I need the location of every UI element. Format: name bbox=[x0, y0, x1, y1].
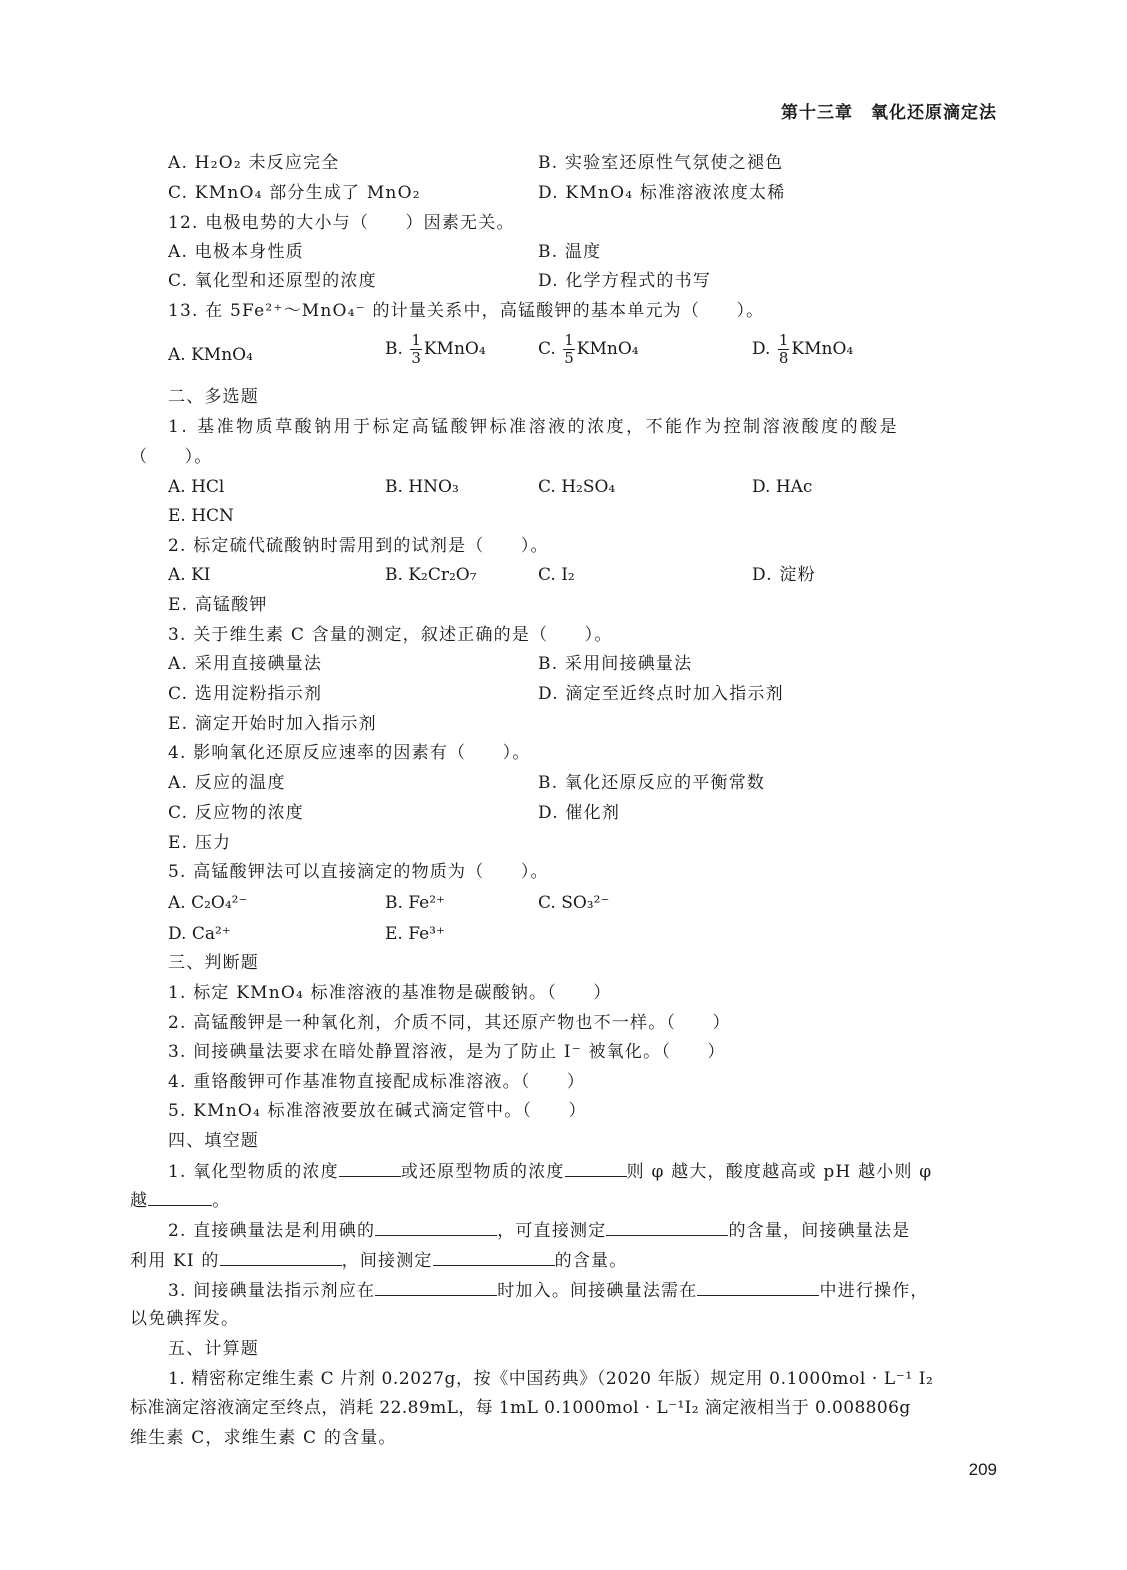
m4-option-e: E. 压力 bbox=[168, 833, 232, 853]
answer-blank[interactable] bbox=[565, 1160, 627, 1177]
text: 越 bbox=[130, 1191, 149, 1211]
m1-option-d: D. HAc bbox=[752, 477, 813, 497]
q12-option-b: B. 温度 bbox=[538, 242, 602, 262]
fraction bbox=[410, 332, 422, 367]
answer-blank[interactable] bbox=[220, 1249, 342, 1266]
m1-stem-line2: （ ）。 bbox=[130, 447, 213, 467]
m5-option-e: E. Fe³⁺ bbox=[385, 924, 445, 944]
m3-option-e: E. 滴定开始时加入指示剂 bbox=[168, 714, 377, 734]
tf-question-5: 5. KMnO₄ 标准溶液要放在碱式滴定管中。（ ） bbox=[168, 1101, 587, 1121]
tf-question-1: 1. 标定 KMnO₄ 标准溶液的基准物是碳酸钠。（ ） bbox=[168, 983, 612, 1003]
text: 2. 直接碘量法是利用碘的 bbox=[168, 1221, 376, 1241]
q13-option-d bbox=[752, 332, 853, 367]
text: 利用 KI 的 bbox=[130, 1251, 220, 1271]
m1-option-a: A. HCl bbox=[168, 477, 225, 497]
answer-blank[interactable] bbox=[433, 1249, 555, 1266]
m5-option-c: C. SO₃²⁻ bbox=[538, 893, 610, 913]
q13-option-c bbox=[538, 332, 639, 367]
text: 时加入。间接碘量法需在 bbox=[497, 1281, 698, 1301]
tf-question-2: 2. 高锰酸钾是一种氧化剂，介质不同，其还原产物也不一样。（ ） bbox=[168, 1013, 731, 1033]
fill-question-1-line2 bbox=[130, 1189, 230, 1212]
fill-question-3-line2: 以免碘挥发。 bbox=[130, 1309, 240, 1329]
text: 3. 间接碘量法指示剂应在 bbox=[168, 1281, 376, 1301]
m4-option-b: B. 氧化还原反应的平衡常数 bbox=[538, 773, 766, 793]
text: 的含量，间接碘量法是 bbox=[728, 1221, 911, 1241]
m5-stem: 5. 高锰酸钾法可以直接滴定的物质为（ ）。 bbox=[168, 862, 549, 882]
q12-option-d: D. 化学方程式的书写 bbox=[538, 271, 712, 291]
m3-option-c: C. 选用淀粉指示剂 bbox=[168, 684, 323, 704]
numerator: 1 bbox=[778, 331, 789, 349]
option-text: KMnO₄ bbox=[423, 339, 486, 359]
answer-blank[interactable] bbox=[375, 1219, 497, 1236]
m3-option-d: D. 滴定至近终点时加入指示剂 bbox=[538, 684, 784, 704]
section-multiple-choice: 二、多选题 bbox=[168, 387, 259, 407]
option-text: KMnO₄ bbox=[791, 339, 854, 359]
m2-stem: 2. 标定硫代硫酸钠时需用到的试剂是（ ）。 bbox=[168, 536, 549, 556]
q12-option-a: A. 电极本身性质 bbox=[168, 242, 304, 262]
answer-blank[interactable] bbox=[697, 1279, 819, 1296]
text: 。 bbox=[212, 1191, 231, 1211]
numerator: 1 bbox=[564, 331, 574, 349]
denominator: 3 bbox=[411, 349, 421, 367]
option-letter: D. bbox=[752, 339, 771, 359]
m3-option-b: B. 采用间接碘量法 bbox=[538, 654, 693, 674]
calc-question-1-line1: 1. 精密称定维生素 C 片剂 0.2027g，按《中国药典》（2020 年版）规定用 0.1000mol · L⁻¹ I₂ bbox=[168, 1369, 934, 1389]
m2-option-e: E. 高锰酸钾 bbox=[168, 595, 268, 615]
m2-option-b: B. K₂Cr₂O₇ bbox=[385, 565, 477, 585]
m1-option-e: E. HCN bbox=[168, 506, 234, 526]
section-true-false: 三、判断题 bbox=[168, 953, 259, 973]
q11-option-b: B. 实验室还原性气氛使之褪色 bbox=[538, 153, 784, 173]
answer-blank[interactable] bbox=[339, 1160, 401, 1177]
q13-stem: 13. 在 5Fe²⁺～MnO₄⁻ 的计量关系中，高锰酸钾的基本单元为（ ）。 bbox=[168, 301, 765, 321]
m2-option-d: D. 淀粉 bbox=[752, 565, 816, 585]
m2-option-c: C. I₂ bbox=[538, 565, 575, 585]
m4-option-a: A. 反应的温度 bbox=[168, 773, 286, 793]
q12-option-c: C. 氧化型和还原型的浓度 bbox=[168, 271, 377, 291]
option-text: KMnO₄ bbox=[576, 339, 639, 359]
section-calculation: 五、计算题 bbox=[168, 1339, 259, 1359]
m4-option-c: C. 反应物的浓度 bbox=[168, 803, 305, 823]
section-fill-blank: 四、填空题 bbox=[168, 1131, 259, 1151]
text: 1. 氧化型物质的浓度 bbox=[168, 1162, 339, 1182]
m3-option-a: A. 采用直接碘量法 bbox=[168, 654, 323, 674]
option-letter: B. bbox=[385, 339, 403, 359]
m1-stem-line1: 1. 基准物质草酸钠用于标定高锰酸钾标准溶液的浓度，不能作为控制溶液酸度的酸是 bbox=[168, 417, 900, 437]
q12-stem: 12. 电极电势的大小与（ ）因素无关。 bbox=[168, 213, 515, 233]
m4-option-d: D. 催化剂 bbox=[538, 803, 621, 823]
chapter-header: 第十三章 氧化还原滴定法 bbox=[781, 103, 997, 123]
q11-option-c: C. KMnO₄ 部分生成了 MnO₂ bbox=[168, 183, 421, 203]
text: 的含量。 bbox=[554, 1251, 628, 1271]
fraction bbox=[563, 332, 575, 367]
m1-option-b: B. HNO₃ bbox=[385, 477, 459, 497]
text: 则 φ 越大，酸度越高或 pH 越小则 φ bbox=[626, 1162, 933, 1182]
denominator: 8 bbox=[778, 349, 789, 367]
answer-blank[interactable] bbox=[375, 1279, 497, 1296]
tf-question-3: 3. 间接碘量法要求在暗处静置溶液，是为了防止 I⁻ 被氧化。（ ） bbox=[168, 1042, 726, 1062]
fill-question-2-line1 bbox=[168, 1219, 910, 1242]
calc-question-1-line2: 标准滴定溶液滴定至终点，消耗 22.89mL，每 1mL 0.1000mol · L⁻¹I₂ 滴定液相当于 0.008806g bbox=[130, 1398, 911, 1418]
q11-option-d: D. KMnO₄ 标准溶液浓度太稀 bbox=[538, 183, 786, 203]
fill-question-3-line1 bbox=[168, 1279, 929, 1302]
m5-option-d: D. Ca²⁺ bbox=[168, 924, 231, 944]
option-letter: C. bbox=[538, 339, 556, 359]
m2-option-a: A. KI bbox=[168, 565, 211, 585]
numerator: 1 bbox=[411, 331, 421, 349]
tf-question-4: 4. 重铬酸钾可作基准物直接配成标准溶液。（ ） bbox=[168, 1072, 586, 1092]
answer-blank[interactable] bbox=[148, 1189, 212, 1206]
fill-question-2-line2 bbox=[130, 1249, 627, 1272]
m5-option-b: B. Fe²⁺ bbox=[385, 893, 446, 913]
answer-blank[interactable] bbox=[606, 1219, 728, 1236]
m4-stem: 4. 影响氧化还原反应速率的因素有（ ）。 bbox=[168, 743, 531, 763]
m3-stem: 3. 关于维生素 C 含量的测定，叙述正确的是（ ）。 bbox=[168, 625, 613, 645]
denominator: 5 bbox=[564, 349, 574, 367]
q11-option-a: A. H₂O₂ 未反应完全 bbox=[168, 153, 340, 173]
q13-option-a: A. KMnO₄ bbox=[168, 345, 253, 365]
text: 中进行操作， bbox=[819, 1281, 929, 1301]
text: 或还原型物质的浓度 bbox=[400, 1162, 565, 1182]
m1-option-c: C. H₂SO₄ bbox=[538, 477, 616, 497]
calc-question-1-line3: 维生素 C，求维生素 C 的含量。 bbox=[130, 1428, 397, 1448]
m5-option-a: A. C₂O₄²⁻ bbox=[168, 893, 248, 913]
fraction bbox=[778, 332, 790, 367]
text: ，间接测定 bbox=[341, 1251, 433, 1271]
fill-question-1-line1 bbox=[168, 1160, 932, 1183]
q13-option-b bbox=[385, 332, 486, 367]
text: ，可直接测定 bbox=[497, 1221, 607, 1241]
page-number: 209 bbox=[968, 1460, 997, 1479]
